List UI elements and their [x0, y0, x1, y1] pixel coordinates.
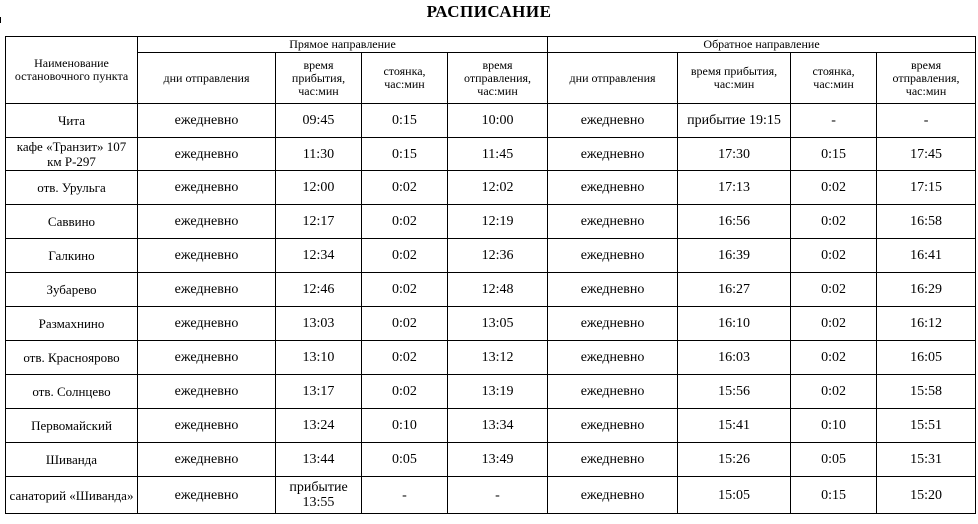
header-backward-stop: стоянка, час:мин [791, 53, 877, 104]
backward-stop: 0:05 [791, 443, 877, 477]
forward-departure: 13:49 [448, 443, 548, 477]
backward-departure: 16:41 [877, 239, 976, 273]
forward-departure: 10:00 [448, 104, 548, 138]
table-row [6, 104, 976, 138]
backward-days: ежедневно [548, 409, 678, 443]
forward-arrival: 13:03 [276, 307, 362, 341]
forward-stop: 0:02 [362, 205, 448, 239]
header-forward-stop: стоянка, час:мин [362, 53, 448, 104]
forward-stop: 0:02 [362, 307, 448, 341]
header-backward-direction: Обратное направление [548, 37, 976, 53]
backward-days: ежедневно [548, 171, 678, 205]
backward-arrival: 15:05 [678, 477, 791, 514]
table-row [6, 477, 976, 514]
table-row [6, 239, 976, 273]
forward-days: ежедневно [138, 477, 276, 514]
forward-days: ежедневно [138, 138, 276, 171]
forward-arrival: 12:17 [276, 205, 362, 239]
backward-stop: 0:15 [791, 477, 877, 514]
backward-days: ежедневно [548, 375, 678, 409]
table-row [6, 273, 976, 307]
header-forward-departure: время отправления, час:мин [448, 53, 548, 104]
forward-days: ежедневно [138, 273, 276, 307]
forward-days: ежедневно [138, 205, 276, 239]
backward-arrival: 17:30 [678, 138, 791, 171]
forward-arrival: 12:00 [276, 171, 362, 205]
forward-days: ежедневно [138, 171, 276, 205]
backward-stop: 0:15 [791, 138, 877, 171]
forward-days: ежедневно [138, 341, 276, 375]
forward-days: ежедневно [138, 375, 276, 409]
forward-stop: 0:02 [362, 375, 448, 409]
header-stop-name: Наименование остановочного пункта [6, 37, 138, 104]
backward-days: ежедневно [548, 239, 678, 273]
forward-departure: 13:34 [448, 409, 548, 443]
backward-days: ежедневно [548, 341, 678, 375]
forward-arrival: 13:24 [276, 409, 362, 443]
backward-arrival: 16:10 [678, 307, 791, 341]
backward-stop: 0:02 [791, 239, 877, 273]
forward-arrival: 13:44 [276, 443, 362, 477]
stop-name: отв. Краснoярово [6, 341, 138, 375]
backward-departure: - [877, 104, 976, 138]
page-title: РАСПИСАНИЕ [426, 2, 552, 21]
backward-stop: - [791, 104, 877, 138]
backward-departure: 16:05 [877, 341, 976, 375]
forward-stop: 0:02 [362, 171, 448, 205]
forward-departure: 12:02 [448, 171, 548, 205]
forward-departure: 12:48 [448, 273, 548, 307]
schedule-table [5, 36, 976, 514]
backward-stop: 0:02 [791, 307, 877, 341]
backward-stop: 0:02 [791, 341, 877, 375]
forward-days: ежедневно [138, 104, 276, 138]
forward-stop: 0:02 [362, 239, 448, 273]
stop-name: отв. Урульга [6, 171, 138, 205]
backward-departure: 17:45 [877, 138, 976, 171]
forward-arrival: 12:34 [276, 239, 362, 273]
table-row [6, 307, 976, 341]
backward-days: ежедневно [548, 273, 678, 307]
backward-arrival: 16:56 [678, 205, 791, 239]
header-backward-departure: время отправления, час:мин [877, 53, 976, 104]
backward-stop: 0:02 [791, 205, 877, 239]
backward-departure: 16:29 [877, 273, 976, 307]
stop-name: Размахнино [6, 307, 138, 341]
forward-departure: 13:12 [448, 341, 548, 375]
table-row [6, 138, 976, 171]
backward-departure: 15:58 [877, 375, 976, 409]
backward-arrival: 15:41 [678, 409, 791, 443]
backward-arrival: 17:13 [678, 171, 791, 205]
backward-arrival: 16:03 [678, 341, 791, 375]
forward-departure: - [448, 477, 548, 514]
forward-stop: - [362, 477, 448, 514]
forward-departure: 11:45 [448, 138, 548, 171]
forward-stop: 0:05 [362, 443, 448, 477]
forward-days: ежедневно [138, 307, 276, 341]
backward-stop: 0:02 [791, 375, 877, 409]
forward-departure: 12:19 [448, 205, 548, 239]
stop-name: Зубарево [6, 273, 138, 307]
backward-departure: 15:20 [877, 477, 976, 514]
stop-name: Чита [6, 104, 138, 138]
backward-days: ежедневно [548, 205, 678, 239]
backward-departure: 17:15 [877, 171, 976, 205]
table-row [6, 443, 976, 477]
stop-name: отв. Солнцево [6, 375, 138, 409]
stop-name: Галкино [6, 239, 138, 273]
backward-stop: 0:10 [791, 409, 877, 443]
forward-days: ежедневно [138, 443, 276, 477]
forward-arrival: 13:10 [276, 341, 362, 375]
forward-arrival: прибытие 13:55 [276, 477, 362, 514]
forward-days: ежедневно [138, 239, 276, 273]
stop-name: Саввино [6, 205, 138, 239]
header-forward-arrival: время прибытия, час:мин [276, 53, 362, 104]
header-forward-days: дни отправления [138, 53, 276, 104]
backward-days: ежедневно [548, 307, 678, 341]
header-forward-direction: Прямое направление [138, 37, 548, 53]
backward-arrival: прибытие 19:15 [678, 104, 791, 138]
backward-days: ежедневно [548, 104, 678, 138]
table-row [6, 341, 976, 375]
stop-name: Шиванда [6, 443, 138, 477]
table-row [6, 171, 976, 205]
backward-stop: 0:02 [791, 273, 877, 307]
backward-departure: 15:31 [877, 443, 976, 477]
backward-arrival: 15:26 [678, 443, 791, 477]
header-backward-arrival: время прибытия, час:мин [678, 53, 791, 104]
backward-departure: 15:51 [877, 409, 976, 443]
forward-arrival: 09:45 [276, 104, 362, 138]
forward-departure: 12:36 [448, 239, 548, 273]
backward-days: ежедневно [548, 443, 678, 477]
forward-stop: 0:10 [362, 409, 448, 443]
stop-name: кафе «Транзит» 107 км Р-297 [6, 138, 138, 171]
forward-stop: 0:15 [362, 104, 448, 138]
backward-departure: 16:58 [877, 205, 976, 239]
forward-departure: 13:05 [448, 307, 548, 341]
backward-stop: 0:02 [791, 171, 877, 205]
stop-name: санаторий «Шиванда» [6, 477, 138, 514]
table-row [6, 409, 976, 443]
header-backward-days: дни отправления [548, 53, 678, 104]
backward-arrival: 16:27 [678, 273, 791, 307]
forward-arrival: 11:30 [276, 138, 362, 171]
forward-stop: 0:02 [362, 273, 448, 307]
forward-days: ежедневно [138, 409, 276, 443]
forward-stop: 0:15 [362, 138, 448, 171]
forward-arrival: 12:46 [276, 273, 362, 307]
stop-name: Первомайский [6, 409, 138, 443]
backward-arrival: 16:39 [678, 239, 791, 273]
forward-arrival: 13:17 [276, 375, 362, 409]
backward-days: ежедневно [548, 138, 678, 171]
backward-arrival: 15:56 [678, 375, 791, 409]
forward-stop: 0:02 [362, 341, 448, 375]
table-row [6, 375, 976, 409]
backward-departure: 16:12 [877, 307, 976, 341]
backward-days: ежедневно [548, 477, 678, 514]
table-row [6, 205, 976, 239]
forward-departure: 13:19 [448, 375, 548, 409]
